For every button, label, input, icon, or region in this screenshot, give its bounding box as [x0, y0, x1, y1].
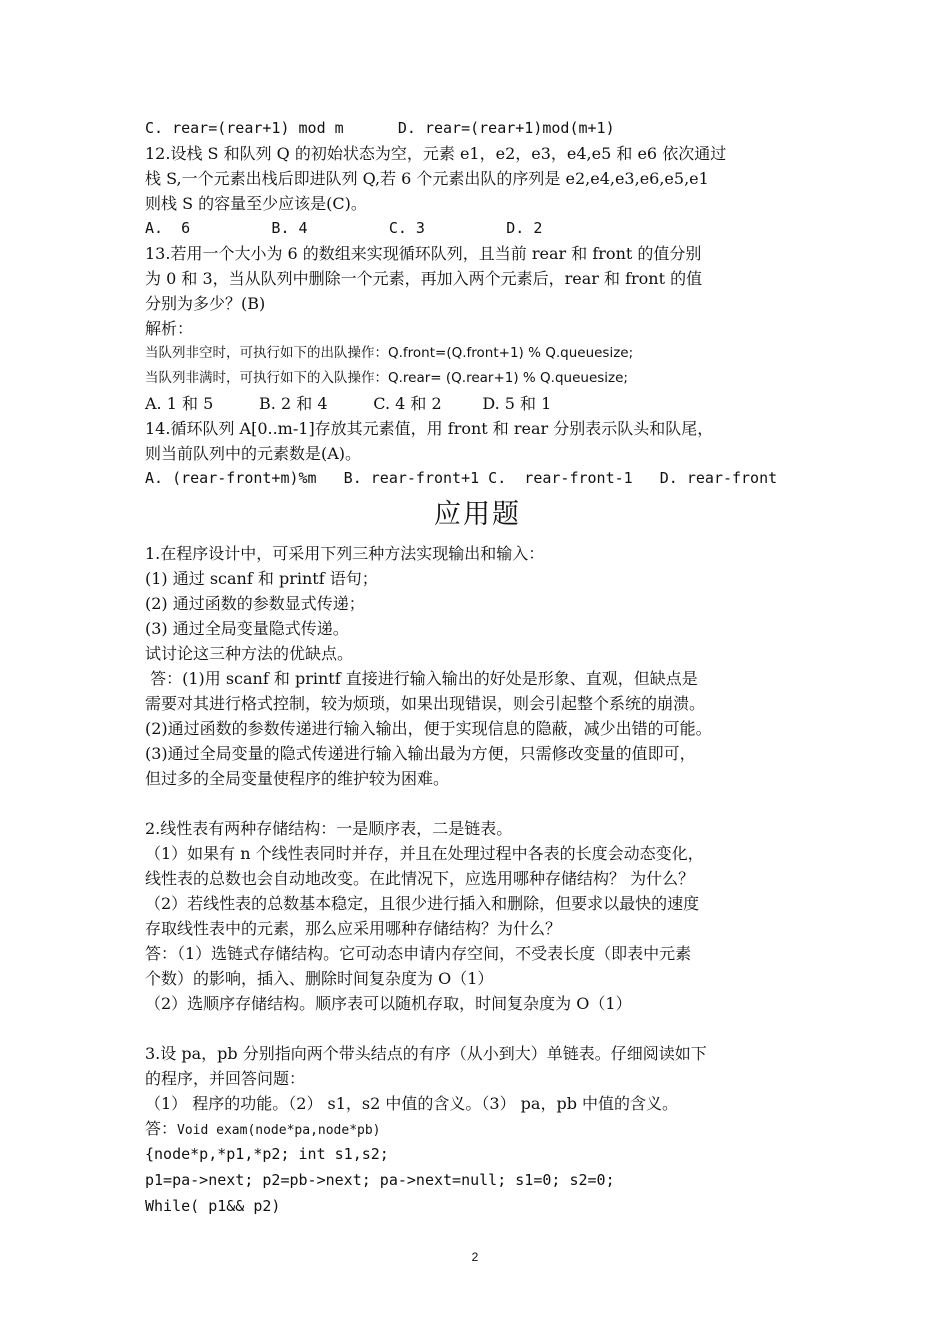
text-line: 1.在程序设计中，可采用下列三种方法实现输出和输入： — [145, 544, 545, 563]
text-line: (3)通过全局变量的隐式传递进行输入输出最为方便，只需修改变量的值即可， — [145, 744, 696, 763]
page-content — [145, 116, 810, 1219]
text-line: 当队列非空时，可执行如下的出队操作：Q.front=(Q.front+1) % Q.queuesize; — [145, 345, 634, 361]
question-2-block — [145, 816, 810, 1016]
text-line: 3.设 pa，pb 分别指向两个带头结点的有序（从小到大）单链表。仔细阅读如下 — [145, 1044, 707, 1063]
paragraph-gap — [145, 1016, 810, 1041]
text-line: 则栈 S 的容量至少应该是(C)。 — [145, 194, 367, 213]
multiple-choice-block — [145, 116, 810, 491]
text-line: （2）选顺序存储结构。顺序表可以随机存取，时间复杂度为 O（1） — [145, 994, 632, 1013]
text-line: 试讨论这三种方法的优缺点。 — [145, 644, 354, 663]
text-line: p1=pa->next; p2=pb->next; pa->next=null; s1=0; s2=0; — [145, 1171, 615, 1189]
answer-label: 答： — [145, 1119, 178, 1138]
text-line: C. rear=(rear+1) mod m D. rear=(rear+1)mod(m+1) — [145, 119, 615, 137]
text-line: 答：(1)用 scanf 和 printf 直接进行输入输出的好处是形象、直观，但缺点是 — [145, 669, 698, 688]
text-line: (1) 通过 scanf 和 printf 语句； — [145, 569, 378, 588]
text-line: (3) 通过全局变量隐式传递。 — [145, 619, 349, 638]
text-line: 解析： — [145, 319, 194, 338]
text-line: A. 1 和 5 B. 2 和 4 C. 4 和 2 D. 5 和 1 — [145, 394, 552, 413]
text-line: (2) 通过函数的参数显式传递； — [145, 594, 365, 613]
page-number: 2 — [471, 1250, 479, 1264]
code-block — [145, 1141, 810, 1219]
text-line: 但过多的全局变量使程序的维护较为困难。 — [145, 769, 450, 788]
text-line: 分别为多少？(B) — [145, 294, 266, 313]
text-line: While( p1&& p2) — [145, 1197, 281, 1215]
text-line: 则当前队列中的元素数是(A)。 — [145, 444, 362, 463]
text-line: 2.线性表有两种存储结构：一是顺序表，二是链表。 — [145, 819, 513, 838]
text-line: 12.设栈 S 和队列 Q 的初始状态为空，元素 e1，e2，e3，e4,e5 和 e6 依次通过 — [145, 144, 727, 163]
text-line: 线性表的总数也会自动地改变。在此情况下，应选用哪种存储结构？ 为什么？ — [145, 869, 695, 888]
text-line: （2）若线性表的总数基本稳定，且很少进行插入和删除，但要求以最快的速度 — [145, 894, 700, 913]
text-line: A. (rear-front+m)%m B. rear-front+1 C. rear-front-1 D. rear-front — [145, 469, 778, 487]
text-line: A. 6 B. 4 C. 3 D. 2 — [145, 219, 543, 237]
question-3-block — [145, 1041, 810, 1116]
text-line: （1）如果有 n 个线性表同时并存，并且在处理过程中各表的长度会动态变化， — [145, 844, 704, 863]
text-line: （1） 程序的功能。（2） s1，s2 中值的含义。（3） pa，pb 中值的含义。 — [145, 1094, 679, 1113]
text-line: 13.若用一个大小为 6 的数组来实现循环队列，且当前 rear 和 front 的值分别 — [145, 244, 702, 263]
text-line: 存取线性表中的元素，那么应采用哪种存储结构？为什么？ — [145, 919, 562, 938]
text-line: 为 0 和 3，当从队列中删除一个元素，再加入两个元素后，rear 和 front 的值 — [145, 269, 703, 288]
text-line: 栈 S,一个元素出栈后即进队列 Q,若 6 个元素出队的序列是 e2,e4,e3,e6,e5,e1 — [145, 169, 709, 188]
text-line: 个数）的影响，插入、删除时间复杂度为 O（1） — [145, 969, 494, 988]
question-1-block — [145, 541, 810, 791]
text-line: 当队列非满时，可执行如下的入队操作：Q.rear= (Q.rear+1) % Q.queuesize; — [145, 370, 628, 386]
section-title: 应用题 — [434, 499, 521, 530]
paragraph-gap — [145, 791, 810, 816]
text-line: 的程序，并回答问题： — [145, 1069, 306, 1088]
text-line: {node*p,*p1,*p2; int s1,s2; — [145, 1145, 389, 1163]
text-line: 答：（1）选链式存储结构。它可动态申请内存空间，不受表长度（即表中元素 — [145, 944, 692, 963]
text-line: (2)通过函数的参数传递进行输入输出，便于实现信息的隐蔽，减少出错的可能。 — [145, 719, 712, 738]
code-signature: Void exam(node*pa,node*pb) — [177, 1123, 381, 1138]
text-line: 需要对其进行格式控制，较为烦琐，如果出现错误，则会引起整个系统的崩溃。 — [145, 694, 706, 713]
text-line: 14.循环队列 A[0..m-1]存放其元素值，用 front 和 rear 分别表示队头和队尾， — [145, 419, 714, 438]
code-signature-line — [145, 1116, 810, 1141]
